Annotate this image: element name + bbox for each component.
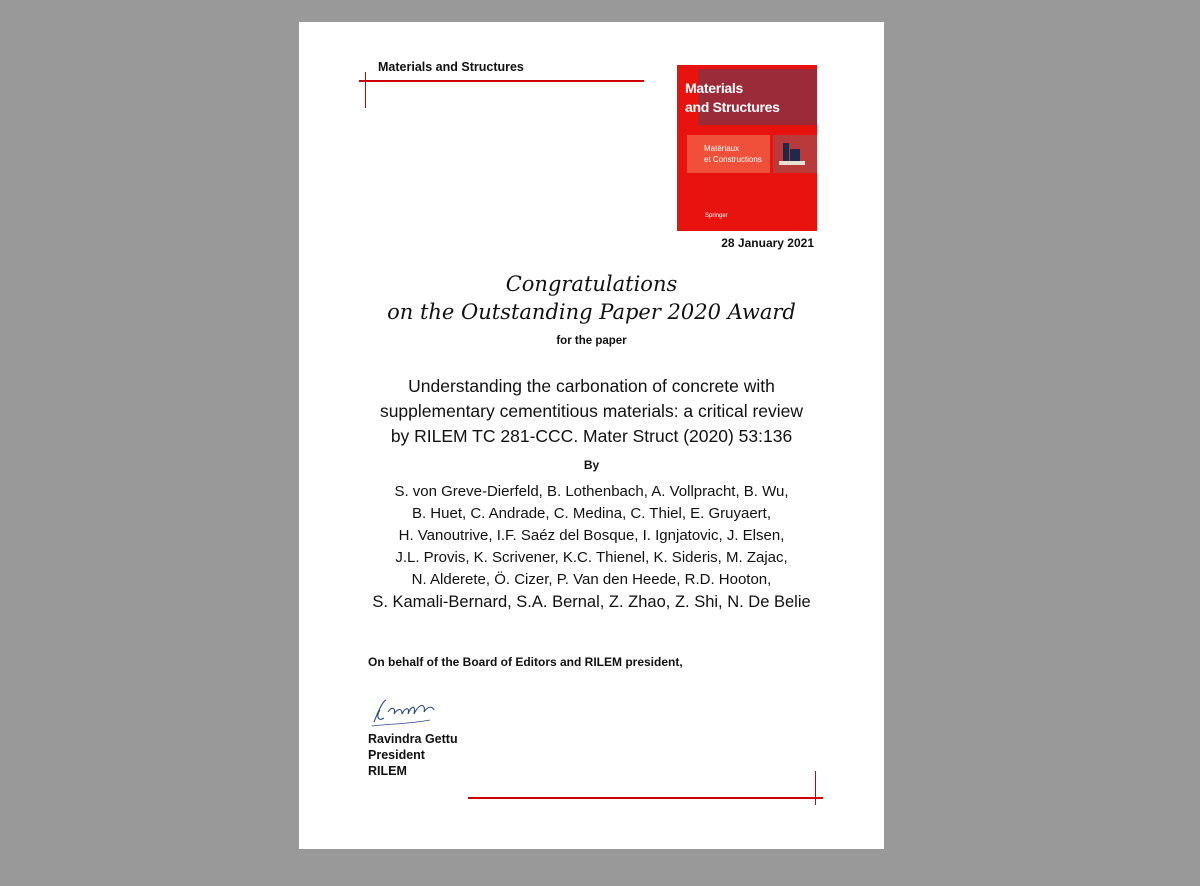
date: 28 January 2021 xyxy=(721,236,814,250)
for-the-paper: for the paper xyxy=(556,335,627,347)
author-line: B. Huet, C. Andrade, C. Medina, C. Thiel, E. Gruyaert, xyxy=(411,505,772,522)
journal-header: Materials and Structures xyxy=(378,60,524,74)
author-line: S. von Greve-Dierfeld, B. Lothenbach, A. Vollpracht, B. Wu, xyxy=(394,483,789,500)
footer-rule xyxy=(468,797,823,799)
author-line: N. Alderete, Ö. Cizer, P. Van den Heede, R.D. Hooton, xyxy=(411,571,772,588)
signature xyxy=(368,694,438,728)
header-rule xyxy=(359,80,644,82)
cover-subtitle: Matériaux et Constructions xyxy=(704,144,762,164)
cover-title: Materials and Structures xyxy=(685,80,780,115)
author-line: H. Vanoutrive, I.F. Saéz del Bosque, I. Ignjatovic, J. Elsen, xyxy=(398,527,785,544)
journal-cover xyxy=(677,65,817,231)
cover-image xyxy=(773,135,817,173)
signatory-name: Ravindra Gettu xyxy=(368,732,458,746)
author-line: J.L. Provis, K. Scrivener, K.C. Thienel, K. Sideris, M. Zajac, xyxy=(395,549,788,566)
cover-publisher: Springer xyxy=(705,213,728,219)
author-list xyxy=(299,481,884,613)
paper-title: Understanding the carbonation of concrete with supplementary cementitious materials: a critical review by RILEM TC 281-CCC. Mater Struct (2020) 53:136 xyxy=(379,376,804,446)
author-line: S. Kamali-Bernard, S.A. Bernal, Z. Zhao, Z. Shi, N. De Belie xyxy=(372,593,811,611)
signatory-org: RILEM xyxy=(368,764,407,778)
header-rule-tick xyxy=(365,72,366,108)
congratulations-heading: Congratulations on the Outstanding Paper 2020 Award xyxy=(387,272,796,324)
footer-rule-tick xyxy=(815,771,816,805)
behalf-text: On behalf of the Board of Editors and RILEM president, xyxy=(368,655,683,669)
by-label: By xyxy=(583,458,600,472)
signatory xyxy=(368,731,458,779)
signatory-role: President xyxy=(368,748,425,762)
award-page xyxy=(299,22,884,849)
